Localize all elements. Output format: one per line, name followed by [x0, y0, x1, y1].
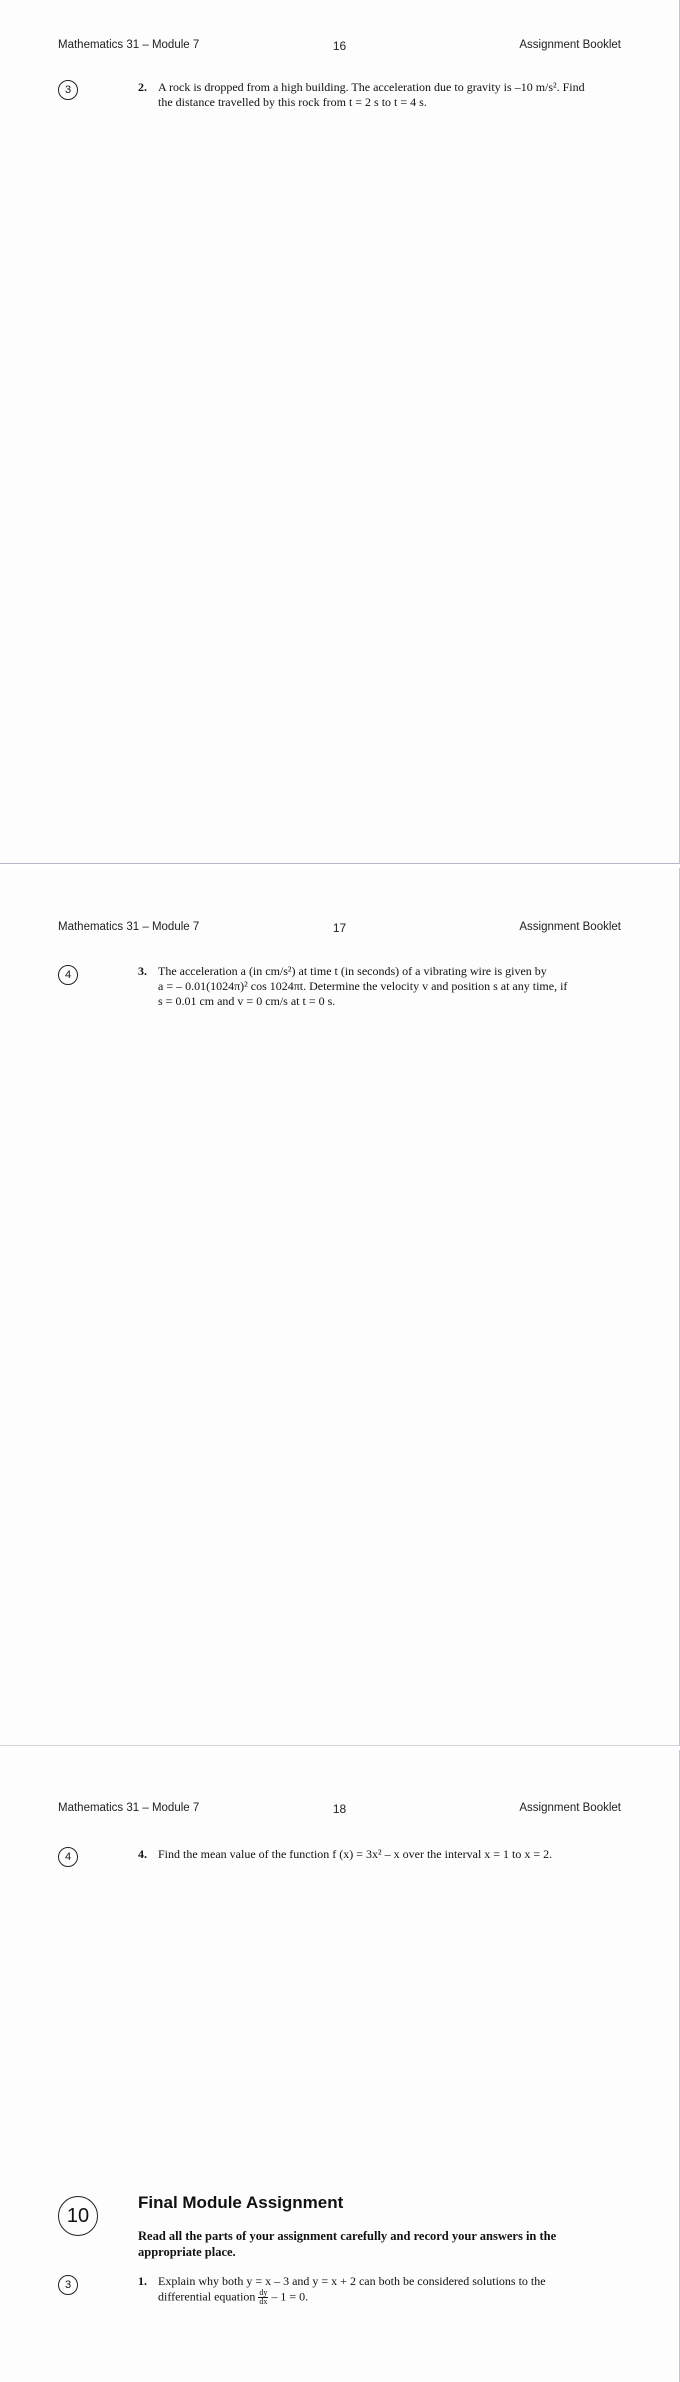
page-number: 17	[332, 921, 347, 935]
page-number: 18	[332, 1802, 347, 1816]
page-header	[58, 1800, 621, 1820]
question-number: 4.	[138, 1847, 147, 1861]
question-text: differential equation	[158, 2289, 256, 2304]
derivative-fraction	[258, 2289, 268, 2306]
question-text-line: A rock is dropped from a high building. The acceleration due to gravity is –10 m/s². Find	[158, 80, 585, 94]
header-course: Mathematics 31 – Module 7	[58, 921, 200, 933]
question-text-line: Find the mean value of the function f (x) = 3x² – x over the interval x = 1 to x = 2.	[158, 1847, 553, 1861]
header-booklet: Assignment Booklet	[519, 921, 621, 933]
question-number: 2.	[138, 80, 147, 94]
fraction-denominator: dx	[259, 2297, 268, 2306]
marks-circle: 3	[58, 2275, 78, 2295]
final-marks-circle: 10	[58, 2196, 98, 2236]
marks-circle: 4	[58, 965, 78, 985]
question-text-line: a = – 0.01(1024π)² cos 1024πt. Determine the velocity v and position s at any time, if	[158, 979, 568, 993]
page-number: 16	[332, 39, 347, 53]
question-text-line: s = 0.01 cm and v = 0 cm/s at t = 0 s.	[158, 994, 336, 1008]
question-3	[138, 964, 618, 1009]
fraction-numerator: dy	[259, 2288, 268, 2297]
question-number: 3.	[138, 964, 147, 978]
page-header	[58, 37, 621, 57]
question-2	[138, 80, 618, 110]
question-text: – 1 = 0.	[271, 2289, 309, 2304]
marks-circle: 4	[58, 1847, 78, 1867]
final-assignment-title: Final Module Assignment	[138, 2193, 344, 2212]
marks-circle: 3	[58, 80, 78, 100]
header-booklet: Assignment Booklet	[519, 1802, 621, 1814]
page-18	[0, 1750, 680, 2382]
question-text-line	[158, 2289, 618, 2306]
page-17	[0, 868, 680, 1746]
page-16	[0, 0, 680, 864]
question-4	[138, 1847, 618, 1862]
question-text-line: The acceleration a (in cm/s²) at time t (in seconds) of a vibrating wire is given by	[158, 964, 547, 978]
question-text-line: Explain why both y = x – 3 and y = x + 2 can both be considered solutions to the	[158, 2274, 546, 2288]
final-question-1	[138, 2274, 618, 2306]
question-number: 1.	[138, 2274, 147, 2288]
header-course: Mathematics 31 – Module 7	[58, 1802, 200, 1814]
question-text-line: the distance travelled by this rock from t = 2 s to t = 4 s.	[158, 95, 427, 109]
page-header	[58, 919, 621, 939]
header-course: Mathematics 31 – Module 7	[58, 39, 200, 51]
header-booklet: Assignment Booklet	[519, 39, 621, 51]
final-assignment-instructions: Read all the parts of your assignment carefully and record your answers in the appropriate place.	[138, 2229, 557, 2259]
